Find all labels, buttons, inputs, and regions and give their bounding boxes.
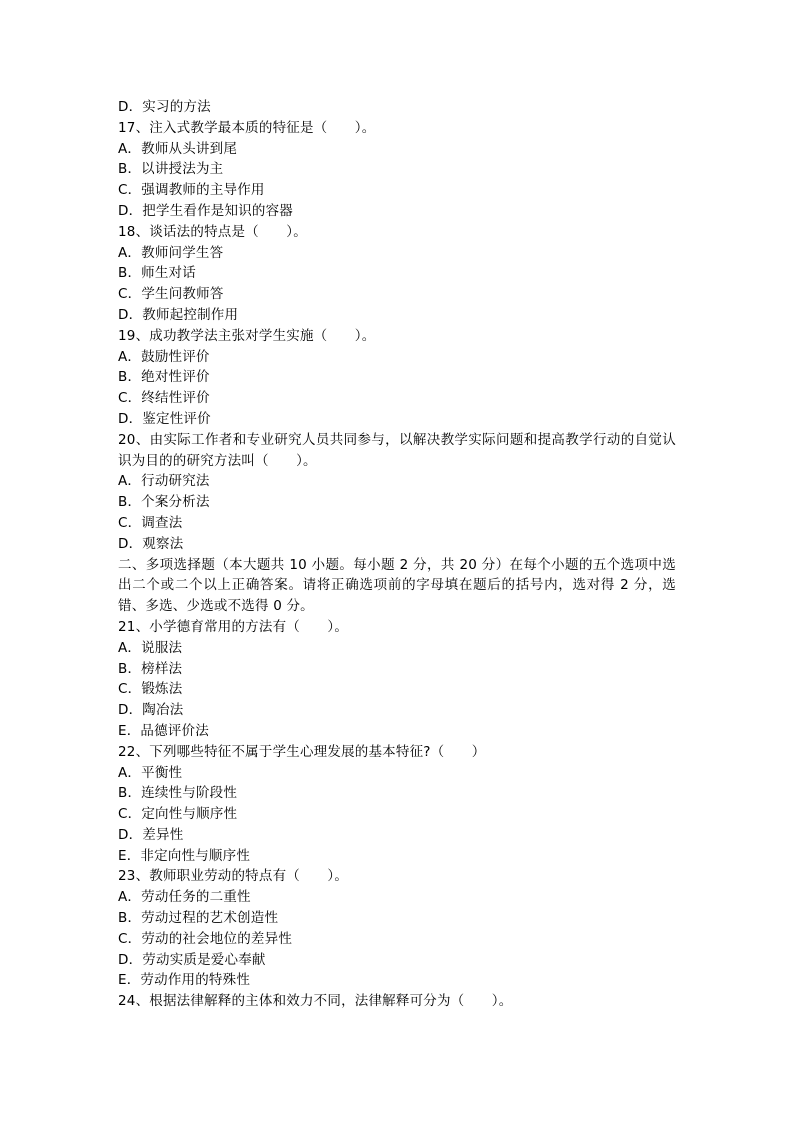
option-line: A．教师从头讲到尾 xyxy=(118,140,238,157)
question-21: 21、小学德育常用的方法有（ ）。 xyxy=(118,618,349,635)
option-line: A．劳动任务的二重性 xyxy=(118,889,251,906)
option-line: A．平衡性 xyxy=(118,764,183,781)
option-line: C．强调教师的主导作用 xyxy=(118,182,265,199)
option-line: D．实习的方法 xyxy=(118,99,211,115)
option-line: E．劳动作用的特殊性 xyxy=(118,972,251,989)
question-18: 18、谈话法的特点是（ ）。 xyxy=(118,223,307,240)
option-line: C．调查法 xyxy=(118,514,183,531)
option-line: B．以讲授法为主 xyxy=(118,161,224,178)
option-line: C．劳动的社会地位的差异性 xyxy=(118,930,293,947)
option-line: A．教师问学生答 xyxy=(118,244,224,261)
question-23: 23、教师职业劳动的特点有（ ）。 xyxy=(118,868,349,885)
option-line: D．鉴定性评价 xyxy=(118,410,211,427)
section-heading-multiple-choice: 二、多项选择题（本大题共 10 小题。每小题 2 分，共 20 分）在每个小题的五个选项中选出二个或二个以上正确答案。请将正确选项前的字母填在题后的括号内，选对得 2 分，选错、多选、少选或不选得 0 分。 xyxy=(118,556,676,615)
page-content xyxy=(118,97,676,1012)
option-line: B．劳动过程的艺术创造性 xyxy=(118,910,279,927)
option-line: B．榜样法 xyxy=(118,660,183,677)
option-line: B．个案分析法 xyxy=(118,494,210,511)
option-line: E．品德评价法 xyxy=(118,722,209,739)
option-line: D．观察法 xyxy=(118,535,184,552)
option-line: C．学生问教师答 xyxy=(118,286,224,303)
option-line: D．陶冶法 xyxy=(118,702,184,719)
question-19: 19、成功教学法主张对学生实施（ ）。 xyxy=(118,327,376,344)
option-line: A．行动研究法 xyxy=(118,473,210,490)
option-line: C．终结性评价 xyxy=(118,390,210,407)
option-line: C．锻炼法 xyxy=(118,681,183,698)
option-line: C．定向性与顺序性 xyxy=(118,806,238,823)
option-line: D．劳动实质是爱心奉献 xyxy=(118,951,266,968)
option-line: D．把学生看作是知识的容器 xyxy=(118,202,293,219)
option-line: B．连续性与阶段性 xyxy=(118,785,238,802)
option-line: D．差异性 xyxy=(118,826,184,843)
option-line: A．鼓励性评价 xyxy=(118,348,210,365)
question-24: 24、根据法律解释的主体和效力不同，法律解释可分为（ ）。 xyxy=(118,993,513,1010)
question-17: 17、注入式教学最本质的特征是（ ）。 xyxy=(118,119,376,136)
option-line: B．绝对性评价 xyxy=(118,369,210,386)
option-line: D．教师起控制作用 xyxy=(118,306,239,323)
option-line: A．说服法 xyxy=(118,639,183,656)
option-line: B．师生对话 xyxy=(118,265,196,282)
option-line: E．非定向性与顺序性 xyxy=(118,847,251,864)
question-20: 20、由实际工作者和专业研究人员共同参与，以解决教学实际问题和提高教学行动的自觉认识为目的的研究方法叫（ ）。 xyxy=(118,431,676,469)
question-22: 22、下列哪些特征不属于学生心理发展的基本特征?（ ） xyxy=(118,743,486,760)
